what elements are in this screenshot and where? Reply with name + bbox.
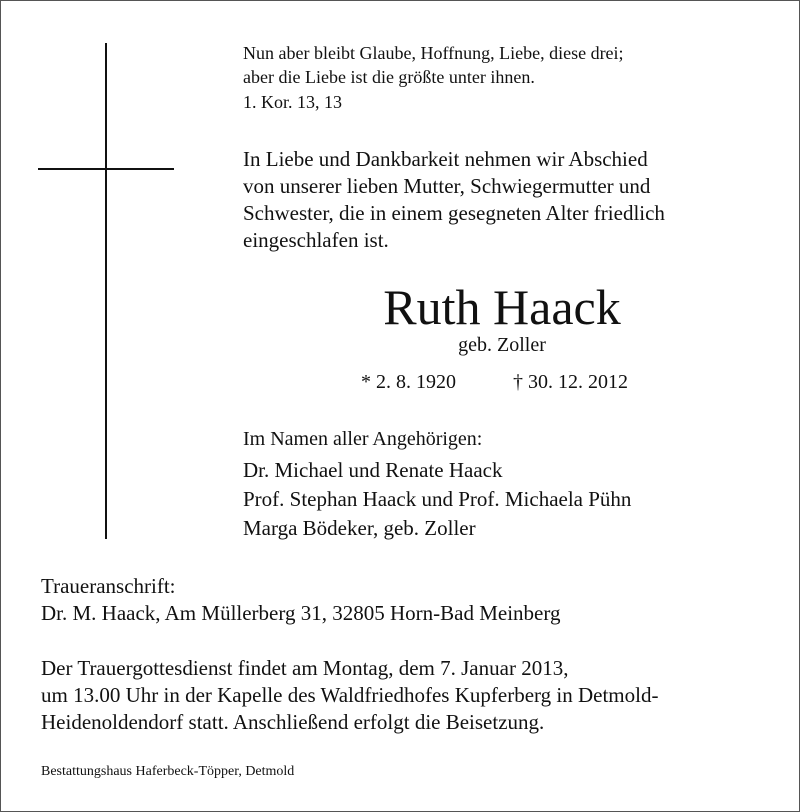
deceased-name: Ruth Haack [383,279,621,335]
family-member: Prof. Stephan Haack und Prof. Michaela Pühn [243,487,632,511]
service-line: um 13.00 Uhr in der Kapelle des Waldfriedhofes Kupferberg in Detmold- [41,683,659,707]
intro-line: von unserer lieben Mutter, Schwiegermutter und [243,174,651,198]
family-heading: Im Namen aller Angehörigen: [243,428,483,450]
service-line: Heidenoldendorf statt. Anschließend erfolgt die Beisetzung. [41,710,545,734]
birth-date: * 2. 8. 1920 [361,371,456,393]
address-label: Traueranschrift: [41,574,176,598]
intro-line: eingeschlafen ist. [243,228,389,252]
birth-name: geb. Zoller [458,334,546,356]
service-line: Der Trauergottesdienst findet am Montag, dem 7. Januar 2013, [41,656,569,680]
verse-reference: 1. Kor. 13, 13 [243,92,342,112]
verse-line: aber die Liebe ist die größte unter ihnen. [243,67,535,87]
funeral-home: Bestattungshaus Haferbeck-Töpper, Detmold [41,764,295,779]
cross-icon-crossbar [38,168,174,170]
intro-line: In Liebe und Dankbarkeit nehmen wir Abschied [243,147,648,171]
family-member: Marga Bödeker, geb. Zoller [243,516,476,540]
death-date: † 30. 12. 2012 [513,371,628,393]
verse-line: Nun aber bleibt Glaube, Hoffnung, Liebe, diese drei; [243,43,624,63]
family-member: Dr. Michael und Renate Haack [243,458,503,482]
intro-line: Schwester, die in einem gesegneten Alter friedlich [243,201,665,225]
address-value: Dr. M. Haack, Am Müllerberg 31, 32805 Horn-Bad Meinberg [41,601,561,625]
cross-icon [105,43,107,539]
